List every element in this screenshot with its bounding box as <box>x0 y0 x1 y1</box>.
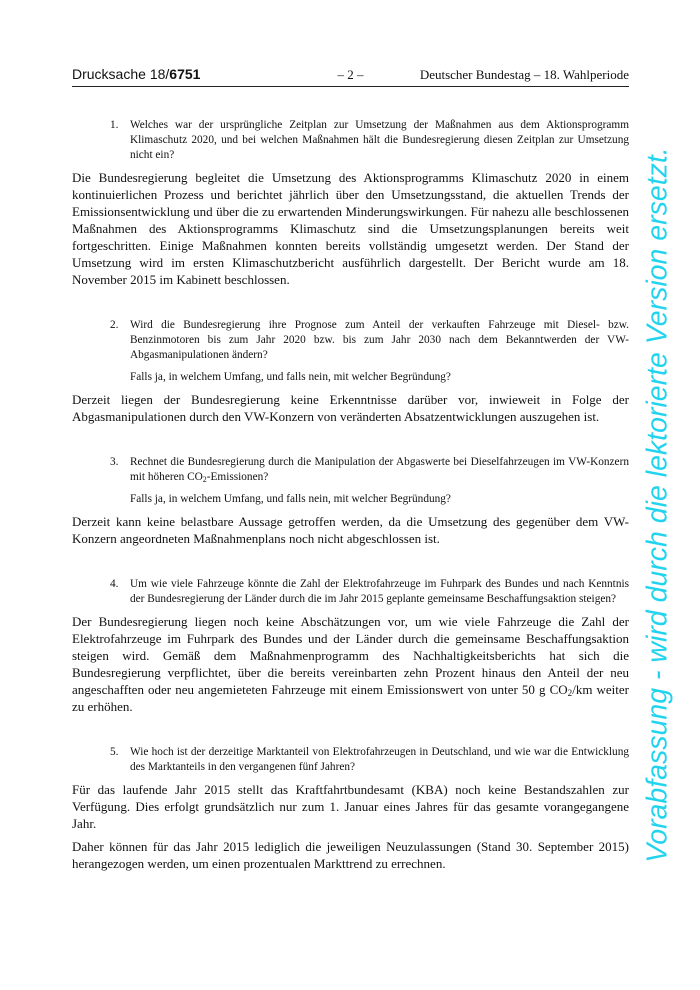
subscript: 2 <box>202 475 207 484</box>
question-text-part: Rechnet die Bundesregierung durch die Manipulation der Abgaswerte bei Dieselfahrzeugen im VW-Konzern mit höheren CO <box>130 456 629 483</box>
question-5 <box>110 745 629 775</box>
question-2 <box>110 318 629 363</box>
page-header <box>72 66 629 87</box>
question-3-sub: Falls ja, in welchem Umfang, und falls nein, mit welcher Begründung? <box>130 493 451 505</box>
page-body <box>72 100 629 894</box>
question-4 <box>110 577 629 607</box>
question-number: 3. <box>110 456 119 468</box>
subscript: 2 <box>567 688 573 698</box>
question-number: 2. <box>110 319 119 331</box>
answer-4 <box>72 613 629 715</box>
doc-prefix: 18/ <box>149 66 170 82</box>
question-text: Um wie viele Fahrzeuge könnte die Zahl der Elektrofahrzeuge im Fuhrpark des Bundes und nach Kenntnis der Bundesregierung der Länder durch die im Jahr 2015 geplante gemeinsame Beschaffungsaktion steigen? <box>130 578 629 605</box>
question-2-sub: Falls ja, in welchem Umfang, und falls nein, mit welcher Begründung? <box>130 371 451 383</box>
answer-text-part: Der Bundesregierung liegen noch keine Abschätzungen vor, um wie viele Fahrzeuge die Zahl der Elektrofahrzeuge im Fuhrpark des Bundes und der Länder durch die gemeinsame Beschaffungsaktion steigen wird. Gemäß dem Maßnahmenprogramm des Nachhaltigkeitsberichts hat sich die Bundesregierung verpflichtet, über die bereits vereinbarten zehn Prozent hinaus den Anteil der neu angeschafften oder neu angemieteten Fahrzeuge mit einem Emissionswert von unter 50 g CO <box>72 614 629 697</box>
question-text: Wird die Bundesregierung ihre Prognose zum Anteil der verkauften Fahrzeuge mit Diesel- bzw. Benzinmotoren bis zum Jahr 2020 bzw. bis zum Jahr 2030 nach dem Bekanntwerden der VW-Abgasmanipulationen ändern? <box>130 319 629 361</box>
watermark-text: Vorabfassung - wird durch die lektorierte Version ersetzt. <box>641 147 674 863</box>
question-text: Welches war der ursprüngliche Zeitplan zur Umsetzung der Maßnahmen aus dem Aktionsprogramm Klimaschutz 2020, und bei welchen Maßnahmen hält die Bundesregierung diesen Zeitplan zur Umsetzung nicht ein? <box>130 119 629 161</box>
doc-label: Drucksache <box>72 66 146 82</box>
question-number: 1. <box>110 119 119 131</box>
question-text-part: -Emissionen? <box>206 471 269 483</box>
question-text: Wie hoch ist der derzeitige Marktanteil von Elektrofahrzeugen in Deutschland, und wie war die Entwicklung des Marktanteils in den vergangenen fünf Jahren? <box>130 746 629 773</box>
question-1 <box>110 118 629 163</box>
doc-number-bold: 6751 <box>169 66 201 82</box>
question-3 <box>110 455 629 485</box>
institution: Deutscher Bundestag – 18. Wahlperiode <box>419 67 629 82</box>
answer-text-part: /km weiter zu erhöhen. <box>72 682 629 714</box>
answer-5a: Für das laufende Jahr 2015 stellt das Kraftfahrtbundesamt (KBA) noch keine Bestandszahlen zur Verfügung. Dies erfolgt grundsätzlich nur zum 1. Januar eines Jahres für das gesamte vorangegangene Jahr. <box>72 782 629 831</box>
page-number: – 2 – <box>337 67 364 82</box>
answer-5b: Daher können für das Jahr 2015 lediglich die jeweiligen Neuzulassungen (Stand 30. September 2015) herangezogen werden, um einen prozentualen Markttrend zu errechnen. <box>72 839 629 871</box>
question-number: 4. <box>110 578 119 590</box>
answer-3: Derzeit kann keine belastbare Aussage getroffen werden, da die Umsetzung des gegenüber dem VW-Konzern angeordneten Maßnahmenplans noch nicht abgeschlossen ist. <box>72 514 629 546</box>
answer-2: Derzeit liegen der Bundesregierung keine Erkenntnisse darüber vor, inwieweit in Folge der Abgasmanipulationen durch den VW-Konzern von veränderten Absatzentwicklungen auszugehen ist. <box>72 392 629 424</box>
answer-1: Die Bundesregierung begleitet die Umsetzung des Aktionsprogramms Klimaschutz 2020 in einem kontinuierlichen Prozess und berichtet jährlich über den Umsetzungsstand, die aktuellen Trends der Emissionsentwicklung und über die zu erwartenden Minderungswirkungen. Für nahezu alle beschlossenen Maßnahmen des Aktionsprogramms Klimaschutz sind die Umsetzungsplanungen bereits weit fortgeschritten. Einige Maßnahmen konnten bereits vollständig umgesetzt werden. Der Stand der Umsetzung wird im ersten Klimaschutzbericht ausführlich dargestellt. Der Bericht wurde am 18. November 2015 im Kabinett beschlossen. <box>72 170 629 287</box>
question-number: 5. <box>110 746 119 758</box>
question-text <box>130 455 629 485</box>
